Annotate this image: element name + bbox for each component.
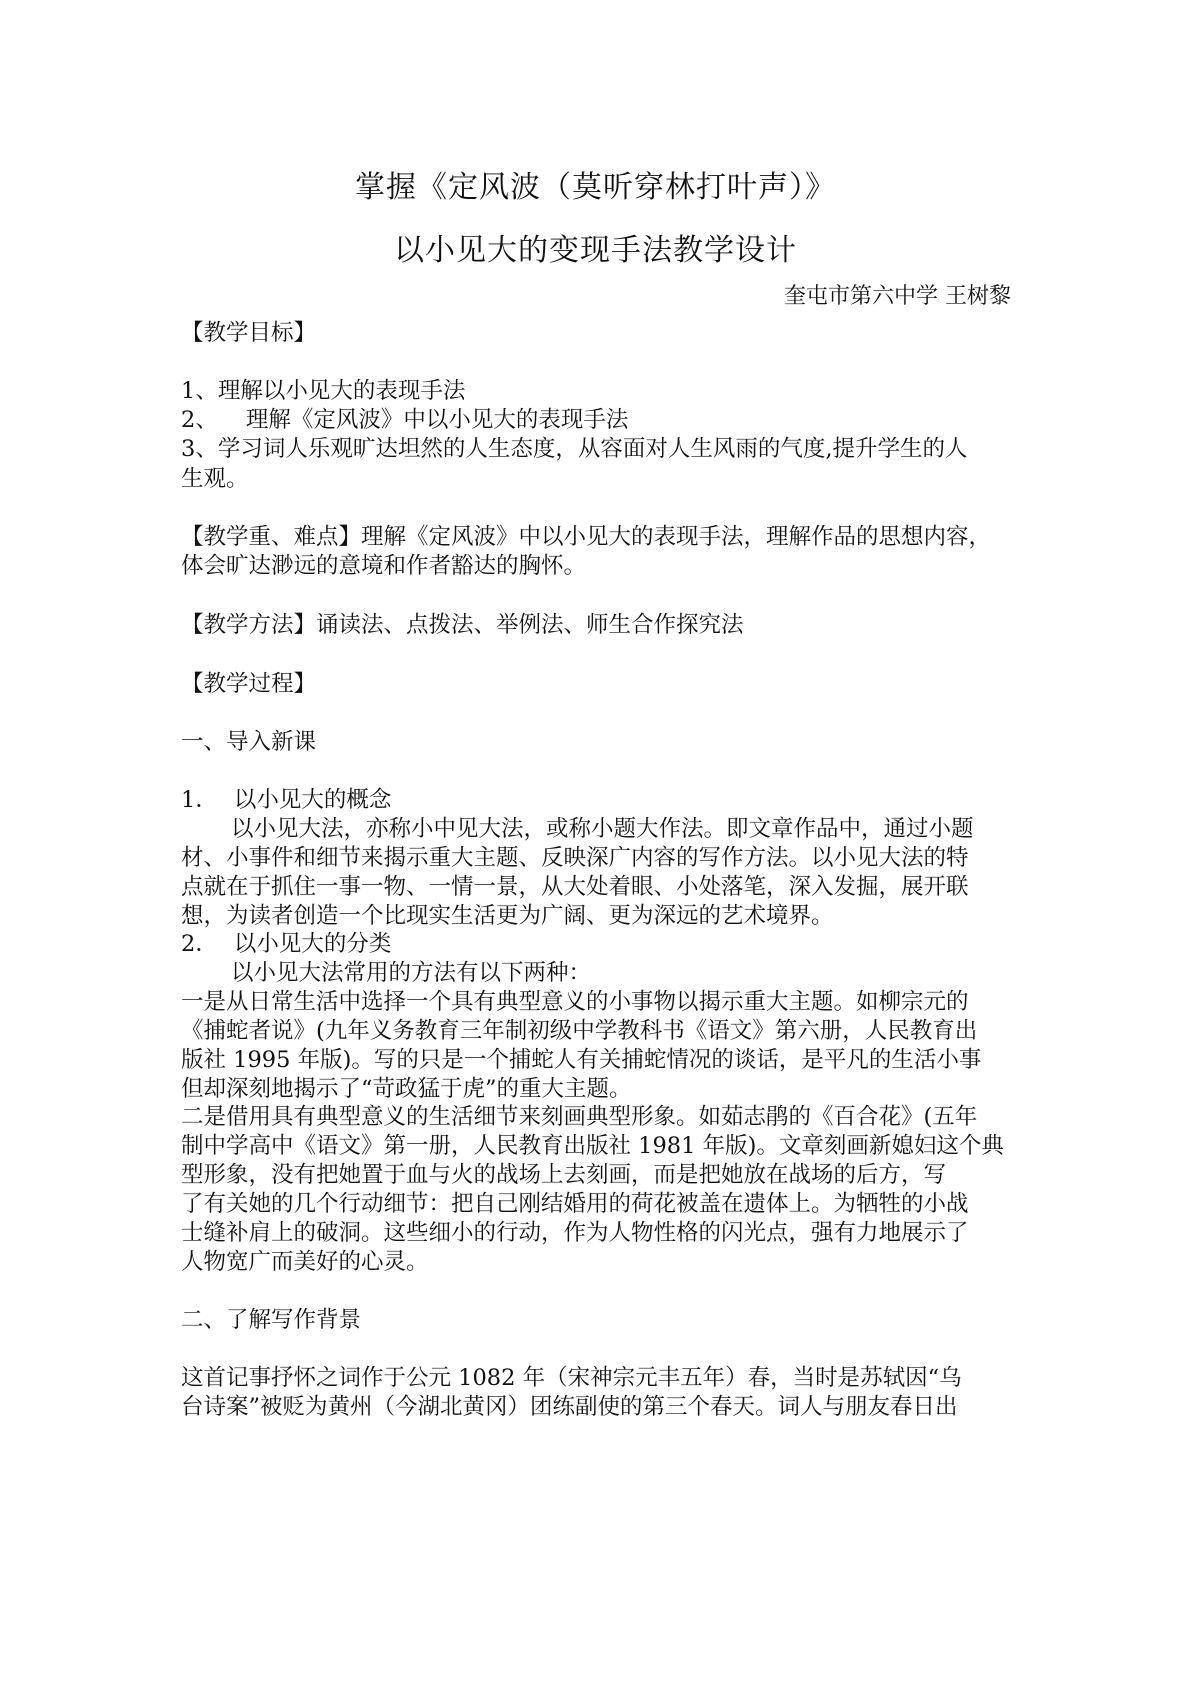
goal-item-2-text: 理解《定风波》中以小见大的表现手法: [245, 407, 629, 433]
goals-heading: 【教学目标】: [181, 320, 317, 346]
background-line: 这首记事抒怀之词作于公元 1082 年（宋神宗元丰五年）春，当时是苏轼因“乌: [181, 1365, 962, 1391]
concept-paragraph-line: 以小见大法，亦称小中见大法，或称小题大作法。即文章作品中，通过小题: [231, 816, 974, 842]
methods-line: 【教学方法】诵读法、点拨法、举例法、师生合作探究法: [181, 612, 744, 638]
type1-line: 《捕蛇者说》(九年义务教育三年制初级中学教科书《语文》第六册，人民教育出: [181, 1018, 978, 1044]
section-1-heading: 一、导入新课: [181, 729, 317, 755]
type2-line: 了有关她的几个行动细节：把自己刚结婚用的荷花被盖在遗体上。为牺牲的小战: [181, 1191, 969, 1217]
type2-line: 二是借用具有典型意义的生活细节来刻画典型形象。如茹志鹃的《百合花》(五年: [181, 1104, 978, 1130]
key-points-line1: 【教学重、难点】理解《定风波》中以小见大的表现手法，理解作品的思想内容，: [181, 524, 992, 550]
type2-line: 士缝补肩上的破洞。这些细小的行动，作为人物性格的闪光点，强有力地展示了: [181, 1220, 969, 1246]
document-title-line2: 以小见大的变现手法教学设计: [394, 233, 797, 268]
subsection-1-title: 以小见大的概念: [233, 787, 392, 813]
type1-line: 但却深刻地揭示了“苛政猛于虎”的重大主题。: [181, 1076, 632, 1102]
goal-item-3-line2: 生观。: [181, 466, 249, 492]
subsection-1-heading: [181, 785, 1016, 816]
background-line: 台诗案”被贬为黄州（今湖北黄冈）团练副使的第三个春天。词人与朋友春日出: [181, 1394, 958, 1420]
section-2-heading: 二、了解写作背景: [181, 1307, 362, 1333]
goal-item-1: 1、理解以小见大的表现手法: [181, 378, 466, 404]
document-title-line1: 掌握《定风波（莫听穿林打叶声）》: [355, 170, 836, 205]
author-line: 奎屯市第六中学 王树黎: [784, 284, 1011, 309]
goal-item-3-line1: 3、学习词人乐观旷达坦然的人生态度，从容面对人生风雨的气度,提升学生的人: [181, 436, 968, 462]
subsection-2-number: 2．: [181, 931, 218, 957]
process-heading: 【教学过程】: [181, 671, 317, 697]
type2-line: 人物宽广而美好的心灵。: [181, 1249, 429, 1275]
type1-line: 一是从日常生活中选择一个具有典型意义的小事物以揭示重大主题。如柳宗元的: [181, 989, 969, 1015]
key-points-line2: 体会旷达渺远的意境和作者豁达的胸怀。: [181, 553, 587, 579]
concept-paragraph-line: 想，为读者创造一个比现实生活更为广阔、更为深远的艺术境界。: [181, 903, 834, 929]
subsection-2-title: 以小见大的分类: [233, 931, 392, 957]
type2-line: 型形象，没有把她置于血与火的战场上去刻画，而是把她放在战场的后方，写: [181, 1162, 947, 1188]
type2-line: 制中学高中《语文》第一册，人民教育出版社 1981 年版)。文章刻画新媳妇这个典: [181, 1133, 1004, 1159]
subsection-2-heading: [181, 929, 1016, 960]
type1-line: 版社 1995 年版)。写的只是一个捕蛇人有关捕蛇情况的谈话，是平凡的生活小事: [181, 1047, 982, 1073]
concept-paragraph-line: 材、小事件和细节来揭示重大主题、反映深广内容的写作方法。以小见大法的特: [181, 845, 969, 871]
concept-paragraph-line: 点就在于抓住一事一物、一情一景，从大处着眼、小处落笔，深入发掘，展开联: [181, 874, 969, 900]
subsection-1-number: 1．: [181, 787, 218, 813]
classification-intro: 以小见大法常用的方法有以下两种：: [231, 960, 592, 986]
goal-item-2-number: 2、: [181, 407, 218, 433]
goal-item-2: [181, 405, 1016, 436]
